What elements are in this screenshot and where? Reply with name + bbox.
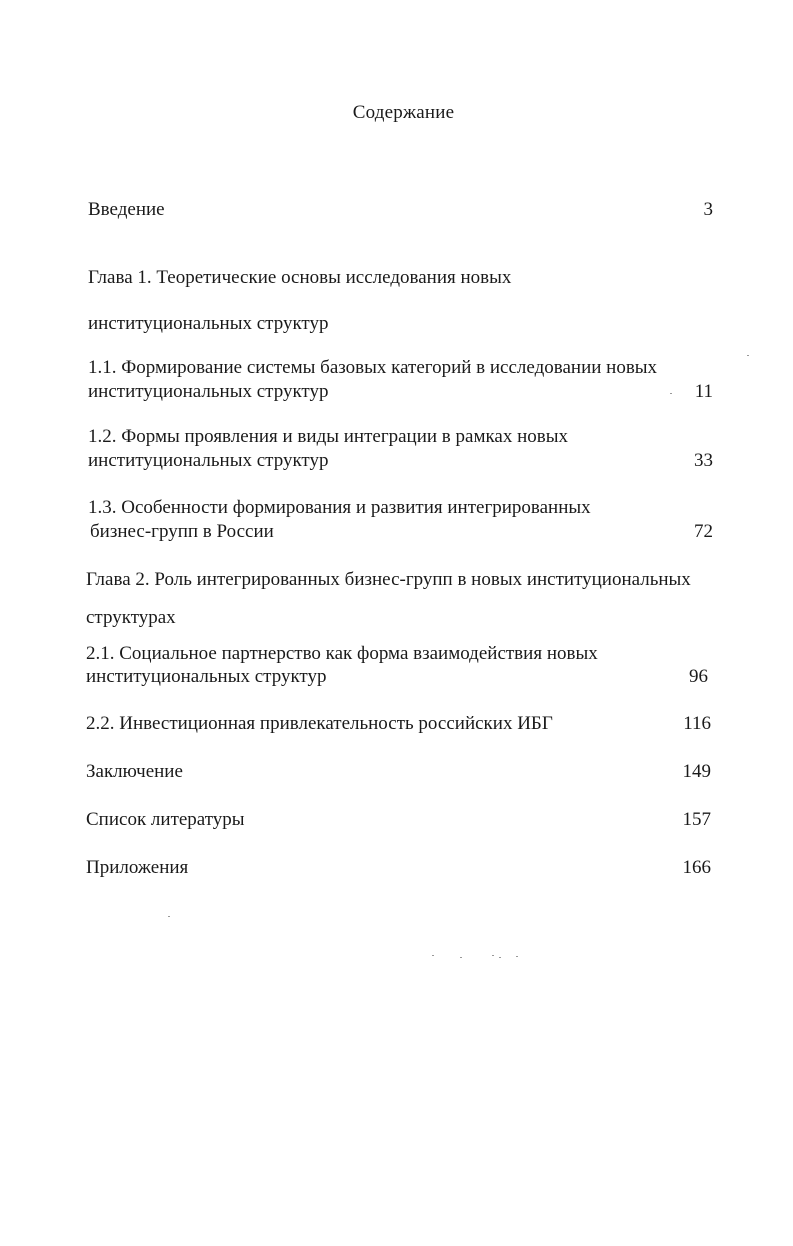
toc-section-1-2-line1: 1.2. Формы проявления и виды интеграции в рамках новых xyxy=(88,426,569,447)
scan-speck xyxy=(516,956,518,957)
toc-chapter-1-line2: институциональных структур xyxy=(88,313,329,334)
toc-entry-intro: Введение xyxy=(88,199,165,220)
toc-page-1-2: 33 xyxy=(694,450,713,471)
scan-speck xyxy=(492,955,494,956)
toc-chapter-2-line1: Глава 2. Роль интегрированных бизнес-групп в новых институциональных xyxy=(86,569,691,590)
toc-page-conclusion: 149 xyxy=(682,761,711,782)
toc-section-1-1-line1: 1.1. Формирование системы базовых категорий в исследовании новых xyxy=(88,357,658,378)
toc-page-bibliography: 157 xyxy=(682,809,711,830)
toc-title: Содержание xyxy=(352,102,455,123)
toc-section-1-2-line2: институциональных структур xyxy=(88,450,329,471)
toc-page-intro: 3 xyxy=(703,199,713,220)
toc-section-2-1-line1: 2.1. Социальное партнерство как форма взаимодействия новых xyxy=(86,643,598,664)
toc-chapter-1-line1: Глава 1. Теоретические основы исследования новых xyxy=(88,267,512,288)
toc-section-1-1-line2: институциональных структур xyxy=(88,381,329,402)
toc-entry-bibliography: Список литературы xyxy=(86,809,245,830)
toc-section-1-3-line1: 1.3. Особенности формирования и развития интегрированных xyxy=(88,497,591,518)
toc-page-1-3: 72 xyxy=(694,521,713,542)
toc-page-2-2: 116 xyxy=(683,713,711,734)
scan-speck xyxy=(747,355,749,356)
scan-speck xyxy=(670,393,672,394)
toc-entry-conclusion: Заключение xyxy=(86,761,183,782)
toc-entry-appendix: Приложения xyxy=(86,857,189,878)
toc-section-1-3-line2: бизнес-групп в России xyxy=(90,521,274,542)
scan-speck xyxy=(168,916,170,917)
toc-section-2-1-line2: институциональных структур xyxy=(86,666,327,687)
toc-page-appendix: 166 xyxy=(682,857,711,878)
toc-page-2-1: 96 xyxy=(689,666,708,687)
toc-chapter-2-line2: структурах xyxy=(86,607,176,628)
scan-speck xyxy=(432,955,434,956)
toc-section-2-2: 2.2. Инвестиционная привлекательность российских ИБГ xyxy=(86,713,553,734)
toc-page-1-1: 11 xyxy=(694,381,713,402)
scan-speck xyxy=(499,957,501,958)
scan-speck xyxy=(460,957,462,958)
